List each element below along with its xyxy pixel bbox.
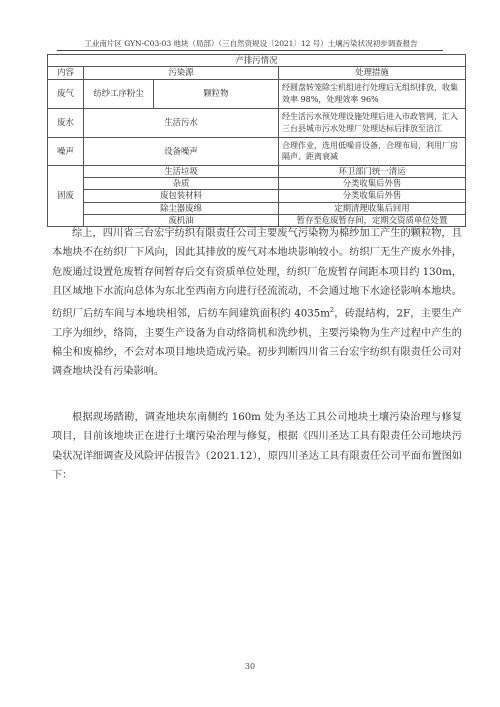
body-paragraph <box>52 224 462 382</box>
category-cell: 固废 <box>48 165 84 227</box>
source-cell: 废包装材料 <box>84 190 279 202</box>
page-header: 工业南片区 GYN-C03-03 地块（局部）（三自然资规设〔2021〕12 号）土壤污染状况初步调查报告 <box>84 39 418 48</box>
measure-cell: 分类收集后外售 <box>279 190 466 202</box>
column-header: 处理措施 <box>279 67 466 79</box>
source-cell: 纺纱工序粉尘 <box>84 79 154 108</box>
measure-cell: 定期清理收集后回用 <box>279 202 466 214</box>
measure-cell: 经生活污水预处理设施处理后进入市政管网，汇入三台县城市污水处理厂处理达标后排放至涪江 <box>279 108 466 137</box>
measure-cell: 合理作业，选用低噪音设备，合理布局，利用厂房隔声、距离衰减 <box>279 137 466 165</box>
source-cell: 杂质 <box>84 178 279 190</box>
paragraph-text: ，砖混结构，2F，主要生产工序为细纱，络筒，主要生产设备为自动络筒机和洗纱机，主要污染物为生产过程中产生的棉尘和废棉纱，不会对本项目地块造成污染。初步判断四川省三台宏宇纺织有限责任公司对调查地块没有污染影响。 <box>52 308 462 378</box>
source-cell: 废机油 <box>84 215 279 227</box>
table-title-row <box>48 55 466 67</box>
pollution-table <box>47 54 466 227</box>
source-cell: 生活污水 <box>84 108 279 137</box>
table-row <box>48 108 466 137</box>
source-cell: 生活垃圾 <box>84 165 279 177</box>
page-number: 30 <box>244 662 256 671</box>
category-cell: 噪声 <box>48 137 84 165</box>
measure-cell: 环卫部门统一清运 <box>279 165 466 177</box>
header-rule <box>57 50 443 51</box>
table-title: 产排污情况 <box>48 55 466 67</box>
column-header: 内容 <box>48 67 84 79</box>
measure-cell: 经圆盘转笼除尘机组进行处理后无组织排放，收集效率 98%，处理效率 96% <box>279 79 466 108</box>
table-row <box>48 137 466 165</box>
table-row <box>48 190 466 202</box>
table-row <box>48 165 466 177</box>
source-cell: 颗粒物 <box>154 79 279 108</box>
category-cell: 废气 <box>48 79 84 108</box>
table-row <box>48 79 466 108</box>
table-row <box>48 178 466 190</box>
body-paragraph: 根据现场踏勘，调查地块东南侧约 160m 处为圣达工具公司地块土壤污染治理与修复项目，目前该地块正在进行土壤污染治理与修复，根据《四川圣达工具有限责任公司地块污染状况详细调查及风险评估报告》（2021.12），原四川圣达工具有限责任公司平面布置图如下： <box>52 412 462 481</box>
paragraph-text: 综上，四川省三台宏宇纺织有限责任公司主要废气污染物为棉纱加工产生的颗粒物，且本地块不在纺织厂下风向，因此其排放的废气对本地块影响较小。纺织厂无生产废水外排，危废通过设置危废暂存间暂存后交有资质单位处理，纺织厂危废暂存间距本项目约 130m，且区域地下水流向总体为东北至西南方向进行径流流动，不会通过地下水途径影响本地块。纺织厂后纺车间与本地块相邻，后纺车间建筑面积约 4035m <box>52 228 462 320</box>
measure-cell: 暂存至危废暂存间，定期交资质单位处置 <box>279 215 466 227</box>
source-cell: 除尘器废绵 <box>84 202 279 214</box>
source-cell: 设备噪声 <box>84 137 279 165</box>
superscript: 2 <box>329 306 335 315</box>
table-header-row <box>48 67 466 79</box>
table-row <box>48 202 466 214</box>
measure-cell: 分类收集后外售 <box>279 178 466 190</box>
column-header: 污染源 <box>84 67 279 79</box>
category-cell: 废水 <box>48 108 84 137</box>
